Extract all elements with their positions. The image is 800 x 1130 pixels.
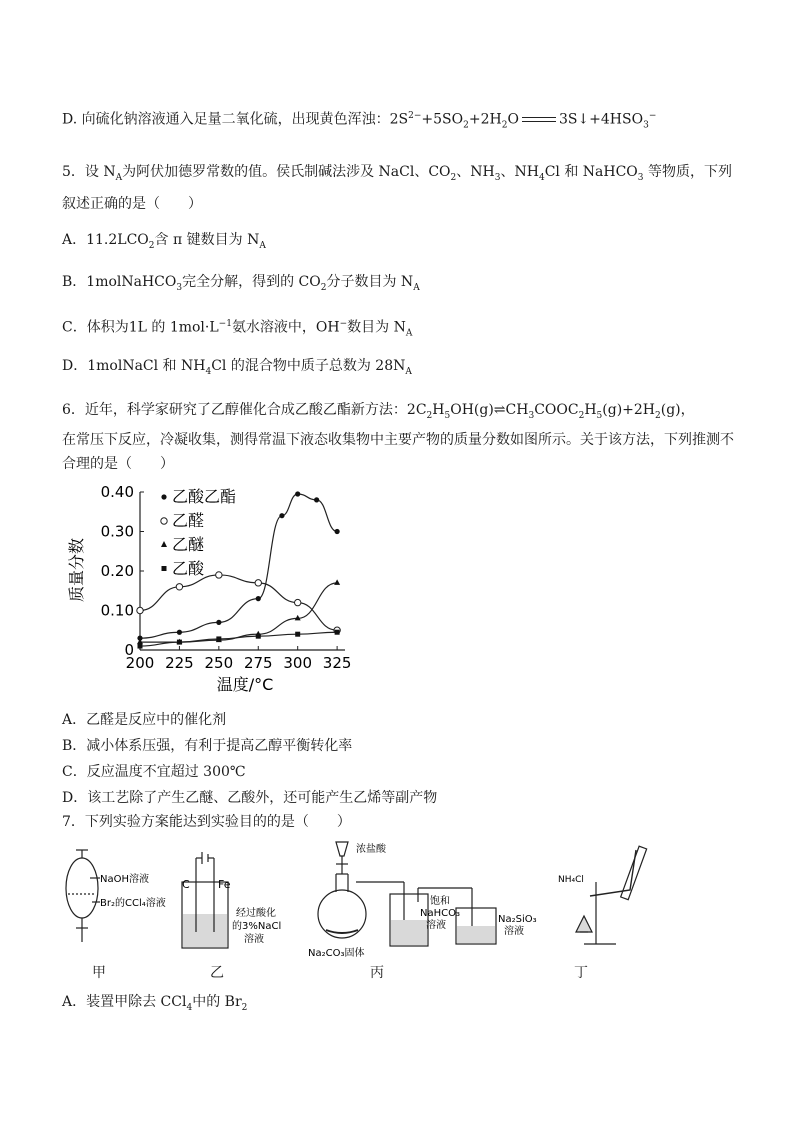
data-point — [334, 579, 340, 585]
q6-option-b: B．减小体系压强，有利于提高乙醇平衡转化率 — [62, 738, 353, 754]
apparatus-ding — [576, 846, 647, 944]
q5-option-c: C．体积为1L 的 $1mol\cdot L^{-1}$氨水溶液中，OH−数目为 $N_A$ — [62, 319, 413, 339]
series-line-1 — [140, 575, 337, 630]
series-curves — [137, 491, 341, 648]
data-point — [138, 644, 143, 649]
legend-marker — [162, 566, 167, 571]
data-point — [216, 620, 221, 625]
data-point — [216, 636, 221, 641]
yi-fe-label: Fe — [218, 878, 231, 891]
y-tick-label: 0.40 — [100, 483, 134, 501]
y-tick-label: 0.10 — [100, 601, 134, 620]
mass-fraction-chart — [60, 478, 360, 698]
label-jia: 甲 — [92, 965, 106, 981]
y-tick-label: 0.30 — [100, 522, 134, 541]
y-ticks — [101, 483, 144, 659]
legend-label: 乙酸乙酯 — [172, 487, 237, 506]
legend-marker — [161, 541, 167, 547]
q5-option-d: D．1molNaCl 和 $NH_4Cl$ 的混合物中质子总数为 $28N_A$ — [62, 358, 412, 377]
x-tick-label: 275 — [243, 654, 273, 672]
x-tick-label: 225 — [165, 654, 194, 672]
q6-option-c: C．反应温度不宜超过 300℃ — [62, 764, 246, 780]
q5-option-a: A．$11.2LCO_2$含 π 键数目为 $N_A$ — [62, 232, 266, 251]
data-point — [314, 497, 319, 502]
jia-naoh-label: NaOH溶液 — [100, 874, 149, 885]
data-point — [177, 640, 182, 645]
label-bing: 丙 — [370, 965, 384, 981]
bing-solid-label: Na₂CO₃固体 — [308, 948, 365, 959]
chart-svg — [60, 478, 360, 698]
q6-option-a: A．乙醛是反应中的催化剂 — [62, 712, 227, 728]
series-line-0 — [140, 494, 337, 638]
label-ding: 丁 — [574, 965, 588, 981]
equals-sign — [522, 117, 556, 122]
y-axis-label: 质量分数 — [67, 537, 86, 603]
data-point — [256, 596, 261, 601]
x-tick-label: 325 — [322, 654, 352, 672]
legend-label: 乙醛 — [172, 511, 205, 530]
q6-stem-line3: 合理的是（ ） — [62, 456, 174, 472]
data-point — [335, 529, 340, 534]
data-point — [294, 599, 300, 605]
apparatus-diagram — [60, 832, 740, 992]
legend-label: 乙醚 — [172, 535, 205, 554]
apparatus-bing — [318, 842, 496, 946]
q7-option-a: A．装置甲除去 CCl$_4$中的 $Br_2$ — [62, 994, 248, 1013]
q6-stem-line1: 6．近年，科学家研究了乙醇催化合成乙酸乙酯新方法：$2C_2H_5OH(g)\rightleftharpoons CH_3COOC_2H_5(g)+2H_2(g)$， — [62, 402, 695, 421]
data-point — [335, 630, 340, 635]
data-point — [256, 634, 261, 639]
label-yi: 乙 — [210, 965, 224, 981]
bing-nahco3-label-1: 饱和 — [430, 896, 450, 907]
bing-nahco3-label-2: NaHCO₃ — [420, 908, 460, 919]
bing-hcl-label: 浓盐酸 — [356, 844, 386, 855]
q6-option-d: D．该工艺除了产生乙醚、乙酸外，还可能产生乙烯等副产物 — [62, 790, 438, 806]
yi-solution-label-2: 的3%NaCl — [232, 921, 282, 932]
bing-nahco3-label-3: 溶液 — [426, 920, 446, 931]
yi-solution-label-1: 经过酸化 — [236, 908, 276, 919]
q7-stem: 7．下列实验方案能达到实验目的的是（ ） — [62, 814, 351, 830]
data-point — [295, 632, 300, 637]
bing-na2sio3-label-1: Na₂SiO₃ — [498, 914, 537, 925]
legend — [161, 487, 236, 578]
apparatus-svg — [60, 832, 740, 992]
x-axis-label: 温度/°C — [216, 675, 274, 694]
data-point — [216, 572, 222, 578]
legend-marker — [161, 494, 166, 499]
data-point — [295, 491, 300, 496]
series-line-3 — [140, 632, 337, 646]
data-point — [255, 580, 261, 586]
q6-stem-line2: 在常压下反应，冷凝收集，测得常温下液态收集物中主要产物的质量分数如图所示。关于该方法，下列推测不 — [62, 432, 734, 448]
x-tick-label: 200 — [125, 654, 155, 672]
yi-c-label: C — [182, 878, 190, 891]
x-tick-label: 250 — [204, 654, 234, 672]
data-point — [176, 584, 182, 590]
q5-stem-line1: 5．设 $N_A$为阿伏加德罗常数的值。侯氏制碱法涉及 NaCl、$CO_2$、$NH_3$、$NH_4Cl$ 和 NaHCO$_3$ 等物质，下列 — [62, 164, 732, 183]
y-tick-label: 0.20 — [100, 562, 134, 580]
legend-marker — [161, 518, 167, 524]
legend-label: 乙酸 — [172, 559, 205, 578]
apparatus-yi — [182, 852, 228, 948]
data-point — [177, 630, 182, 635]
y-tick-label: 0 — [124, 641, 134, 659]
q5-option-b: B．1molNaHCO$_3$完全分解，得到的 $CO_2$分子数目为 $N_A$ — [62, 274, 420, 293]
x-tick-label: 300 — [283, 654, 313, 672]
data-point — [279, 513, 284, 518]
jia-br2-label: Br₂的CCl₄溶液 — [100, 898, 166, 909]
apparatus-jia — [66, 850, 100, 942]
q5-stem-line2: 叙述正确的是（ ） — [62, 196, 202, 212]
ding-nh4cl-label: NH₄Cl — [558, 875, 584, 885]
q4-option-d: D. 向硫化钠溶液通入足量二氧化硫，出现黄色浑浊：$2S^{2-}+5SO_2+2H_2O$ $3S↓+4HSO_3^-$ — [62, 111, 657, 131]
bing-na2sio3-label-2: 溶液 — [504, 926, 524, 937]
yi-solution-label-3: 溶液 — [244, 934, 264, 945]
data-point — [137, 607, 143, 613]
